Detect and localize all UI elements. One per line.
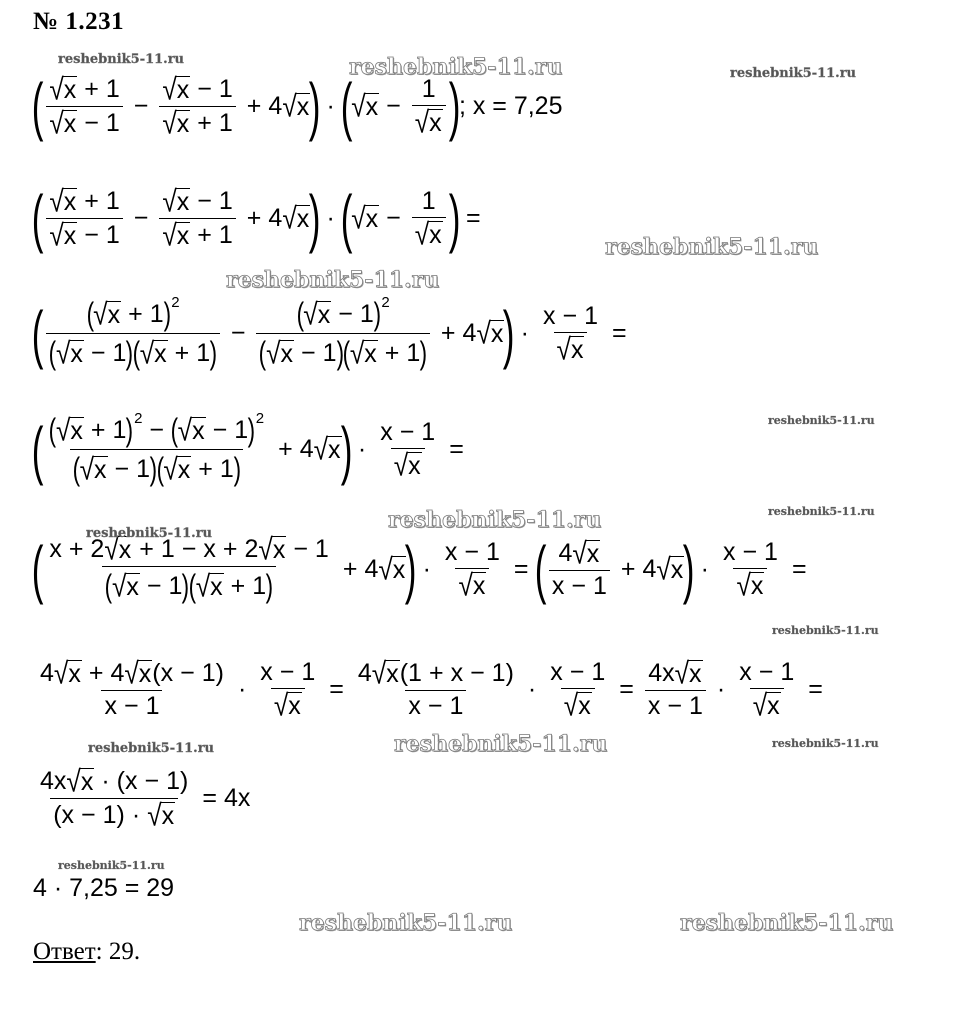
watermark: reshebnik5-11.ru [86, 526, 213, 541]
math-line-step2: ( ( √ x + 1 ) 2 ( √ x − 1 ) ( √ x + 1 ) − ( √ x − 1 ) 2 ( √ x − 1 ) ( √ x + 1 ) + 4 √ x ) · x − 1 √ x = [31, 293, 627, 371]
problem-number: № 1.231 [33, 8, 125, 35]
watermark: reshebnik5-11.ru [88, 741, 215, 756]
fraction: √ x + 1 √ x − 1 [46, 76, 122, 137]
math-line-given: ( √ x + 1 √ x − 1 − √ x − 1 √ x + 1 + 4 √ x ) · ( √ x − 1 √ x ) ; x = 7,25 [31, 70, 563, 142]
watermark: reshebnik5-11.ru [605, 234, 819, 260]
math-line-step5: 4 √ x + 4 √ x ( x − 1 ) x − 1 · x − 1 √ x = 4 √ x ( 1 + x − 1 ) x − 1 · x − 1 √ x = 4x √ x x − 1 · x − 1 √ x = [40, 655, 823, 723]
answer-value: : 29. [95, 938, 141, 965]
watermark: reshebnik5-11.ru [226, 267, 440, 293]
watermark: reshebnik5-11.ru [349, 54, 563, 80]
answer [33, 938, 140, 966]
watermark: reshebnik5-11.ru [730, 66, 857, 81]
fraction: √ x − 1 √ x + 1 [159, 76, 235, 137]
math-line-calc: 4 · 7,25 = 29 [33, 874, 175, 902]
watermark: reshebnik5-11.ru [58, 52, 185, 67]
answer-label: Ответ [33, 938, 96, 965]
watermark: reshebnik5-11.ru [768, 505, 875, 518]
watermark: reshebnik5-11.ru [58, 859, 165, 872]
math-line-step4: ( x + 2 √ x + 1 − x + 2 √ x − 1 ( √ x − 1 ) ( √ x + 1 ) + 4 √ x ) · x − 1 √ x = ( 4 √ x x − 1 + 4 √ x ) · x − 1 √ x = [31, 531, 807, 605]
watermark: reshebnik5-11.ru [394, 731, 608, 757]
watermark: reshebnik5-11.ru [299, 910, 513, 936]
math-line-step6: 4x √ x · ( x − 1 ) ( x − 1 ) · √ x = 4x [40, 763, 251, 833]
watermark: reshebnik5-11.ru [768, 414, 875, 427]
watermark: reshebnik5-11.ru [680, 910, 894, 936]
watermark: reshebnik5-11.ru [388, 507, 602, 533]
math-line-step3: ( ( √ x + 1 ) 2 − ( √ x − 1 ) 2 ( √ x − 1 ) ( √ x + 1 ) + 4 √ x ) · x − 1 √ x = [31, 409, 464, 487]
math-line-step1: ( √ x + 1 √ x − 1 − √ x − 1 √ x + 1 + 4 √ x ) · ( √ x − 1 √ x ) = [31, 182, 481, 254]
watermark: reshebnik5-11.ru [772, 737, 879, 750]
watermark: reshebnik5-11.ru [772, 624, 879, 637]
